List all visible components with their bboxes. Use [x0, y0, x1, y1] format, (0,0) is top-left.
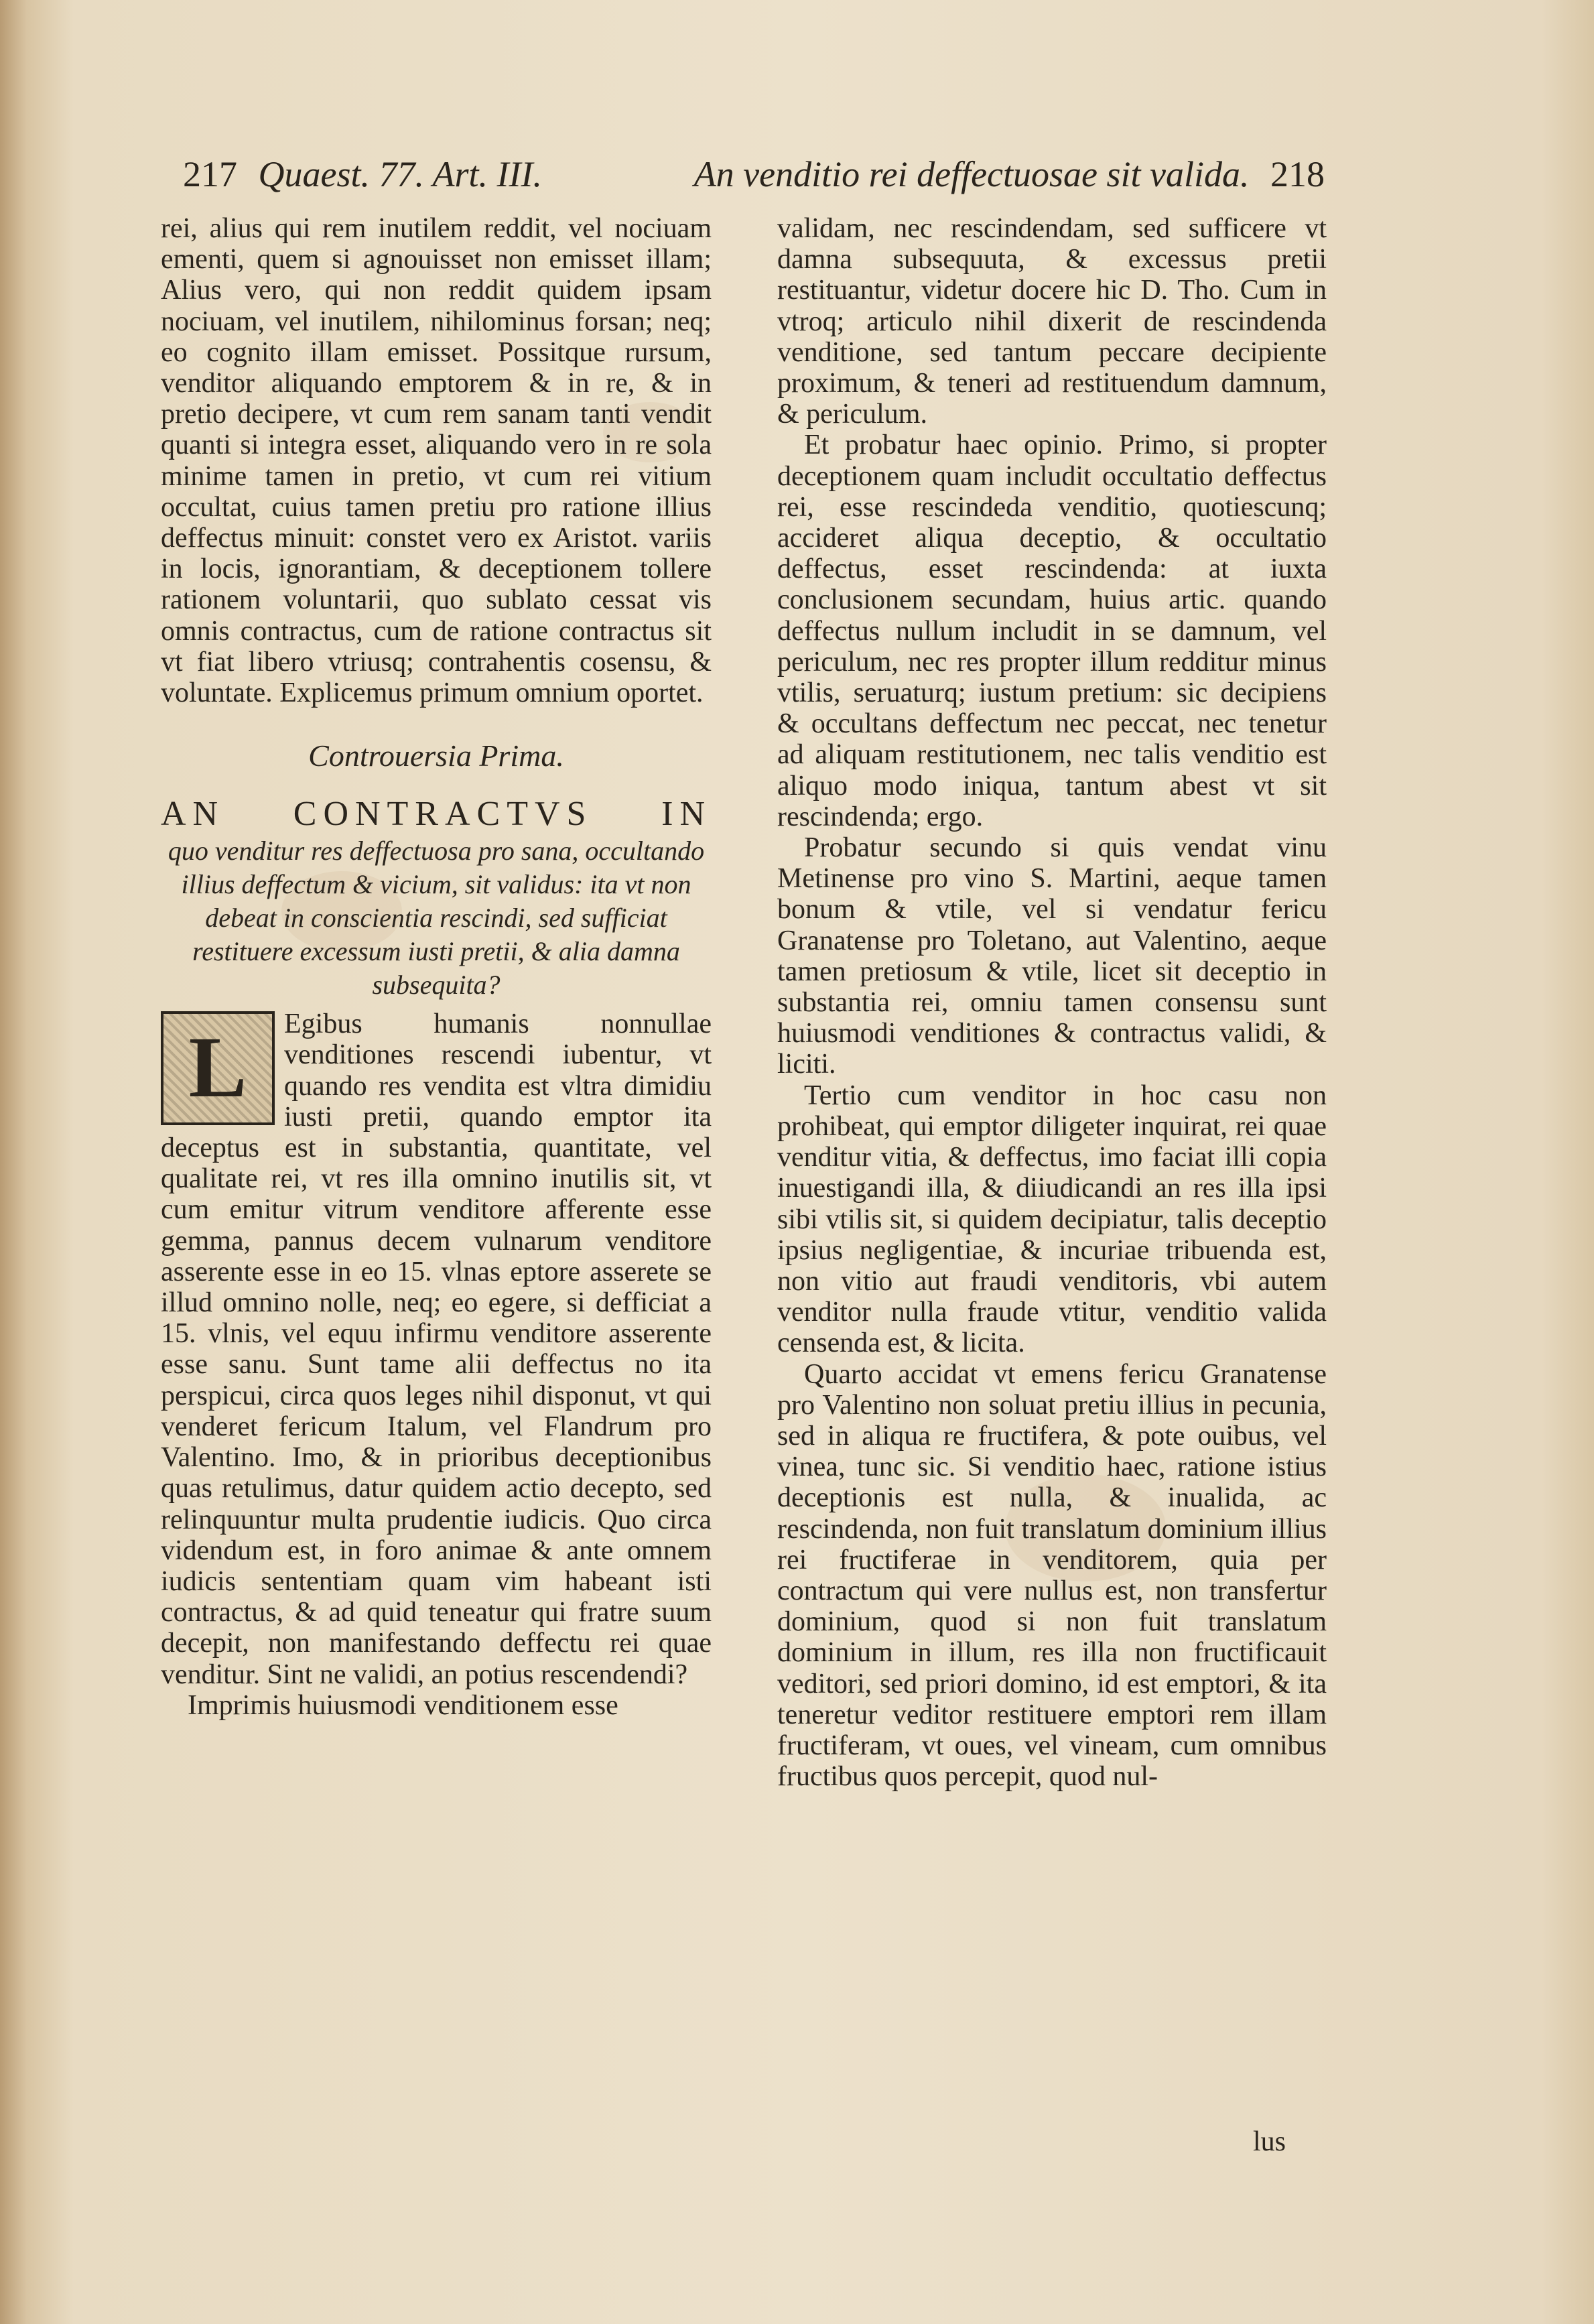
left-page-number: 217 — [183, 154, 237, 194]
right-running-title: An venditio rei deffectuosae sit valida. — [693, 154, 1250, 194]
left-column — [161, 213, 712, 1721]
header-left — [171, 144, 542, 204]
running-header — [171, 144, 1337, 204]
left-paragraph-1: rei, alius qui rem inutilem reddit, vel nociuam ementi, quem si agnouisset non emisset illam; Alius vero, qui non reddit quidem ipsam nociuam, vel inutilem, nihilominus forsan; neq; eo cognito illam emisset. Possitque rursum, venditor aliquando emptorem & in re, & in pretio decipere, vt cum rem sanam tanti vendit quanti si integra esset, aliquando vero in re sola minime tamen in pretio, vt cum rei vitium occultat, cuius tamen pretiu pro ratione illius deffectus minuit: constet vero ex Aristot. variis in locis, ignorantiam, & deceptionem tollere rationem voluntarii, quo sublato cessat vis omnis contractus, cum de ratione contractus sit vt fiat libero vtriusq; contrahentis cosensu, & voluntate. Explicemus primum omnium oportet. — [161, 213, 712, 709]
right-paragraph-5: Quarto accidat vt emens fericu Granatense pro Valentino non soluat pretiu illius in pecunia, sed in aliqua re fructifera, & pote ouibus, vel vinea, tunc sic. Si venditio haec, ratione istius deceptionis est nulla, & inualida, ac rescindenda, non fuit translatum dominium illius rei fructiferae in venditorem, quia per contractum qui vere nullus est, non transfertur dominium, quod si non fuit translatum dominium in illum, res illa non fructificauit veditori, sed priori domino, id est emptori, & ita teneretur veditor restituere emptori rem illam fructiferam, vt oues, vel vineam, cum omnibus fructibus quos percepit, quod nul- — [777, 1358, 1327, 1793]
dropcap-letter: L — [188, 1019, 247, 1116]
right-paragraph-2: Et probatur haec opinio. Primo, si propter deceptionem quam includit occultatio deffectus rei, esse rescindeda venditio, quotiescunq; accideret aliqua deceptio, & occultatio deffectus, esset rescindenda: at iuxta conclusionem secundam, huius artic. quando deffectus nullum includit in se damnum, vel periculum, nec res propter illum redditur minus vtilis, seruaturq; iustum pretium: sic decipiens & occultans deffectum nec peccat, nec tenetur ad aliquam restitutionem, nec talis venditio est aliquo modo iniqua, tantum abest vt sit rescindenda; ergo. — [777, 430, 1327, 832]
right-page-number: 218 — [1270, 154, 1325, 194]
right-paragraph-1: validam, nec rescindendam, sed sufficere vt damna subsequuta, & excessus pretii restituantur, videtur docere hic D. Tho. Cum in vtroq; articulo nihil dixerit de rescindenda venditione, sed tantum peccare decipiente proximum, & teneri ad restituendum damnum, & periculum. — [777, 213, 1327, 430]
dropcap-paragraph — [161, 1009, 712, 1689]
question-heading-caps: AN CONTRACTVS IN — [161, 795, 712, 834]
catchword: lus — [1253, 2126, 1286, 2157]
decorated-initial-icon — [161, 1011, 275, 1125]
left-running-title: Quaest. 77. Art. III. — [258, 154, 542, 194]
right-paragraph-4: Tertio cum venditor in hoc casu non prohibeat, qui emptor diligeter inquirat, rei quae venditur vitia, & deffectus, imo faciat illi copia inuestigandi illa, & diiudicandi an res illa ipsi sibi vtilis sit, si quidem decipiatur, talis deceptio ipsius negligentiae, & incuriae tribuenda est, non vitio aut fraudi venditoris, vbi autem venditor nulla fraude vtitur, venditio valida censenda est, & licita. — [777, 1080, 1327, 1359]
right-column — [777, 213, 1327, 1792]
left-paragraph-2: Egibus humanis nonnullae venditiones rescendi iubentur, vt quando res vendita est vltra dimidiu iusti pretii, quando emptor ita deceptus est in substantia, quantitate, vel qualitate rei, vt res illa omnino inutilis sit, vt cum emitur vitrum venditore afferente esse gemma, pannus decem vulnarum venditore asserente esse in eo 15. vlnas eptore asserete se illud omnino nolle, neq; eo egere, si defficiat a 15. vlnis, vel equu infirmu venditore asserente esse sanu. Sunt tame alii deffectus no ita perspicui, circa quos leges nihil disponut, vt qui venderet fericum Italum, vel Flandrum pro Valentino. Imo, & in prioribus deceptionibus quas retulimus, datur quidem actio decepto, sed relinquuntur multa prudentie iudicis. Quo circa videndum est, in foro animae & ante omnem iudicis sententiam quam vim habeant isti contractus, & ad quid teneatur qui fratre suum decepit, non manifestando deffectu rei quae venditur. Sint ne validi, an potius rescendendi? — [161, 1009, 712, 1690]
section-subheading: Controuersia Prima. — [308, 738, 564, 773]
right-paragraph-3: Probatur secundo si quis vendat vinu Metinense pro vino S. Martini, aeque tamen bonum & vtile, vel si vendatur fericu Granatense pro Toletano, aut Valentino, aeque tamen pretiosum & vtile, licet sit deceptio in substantia rei, omniu tamen consensu sunt huiusmodi venditiones & contractus validi, & liciti. — [777, 832, 1327, 1080]
left-paragraph-3: Imprimis huiusmodi venditionem esse — [188, 1689, 618, 1721]
question-heading-italic: quo venditur res deffectuosa pro sana, occultando illius deffectum & vicium, sit validus: ita vt non debeat in conscientia rescindi, sed sufficiat restituere excessum iusti pretii, & alia damna subsequita? — [168, 836, 705, 1000]
header-right — [694, 144, 1337, 204]
